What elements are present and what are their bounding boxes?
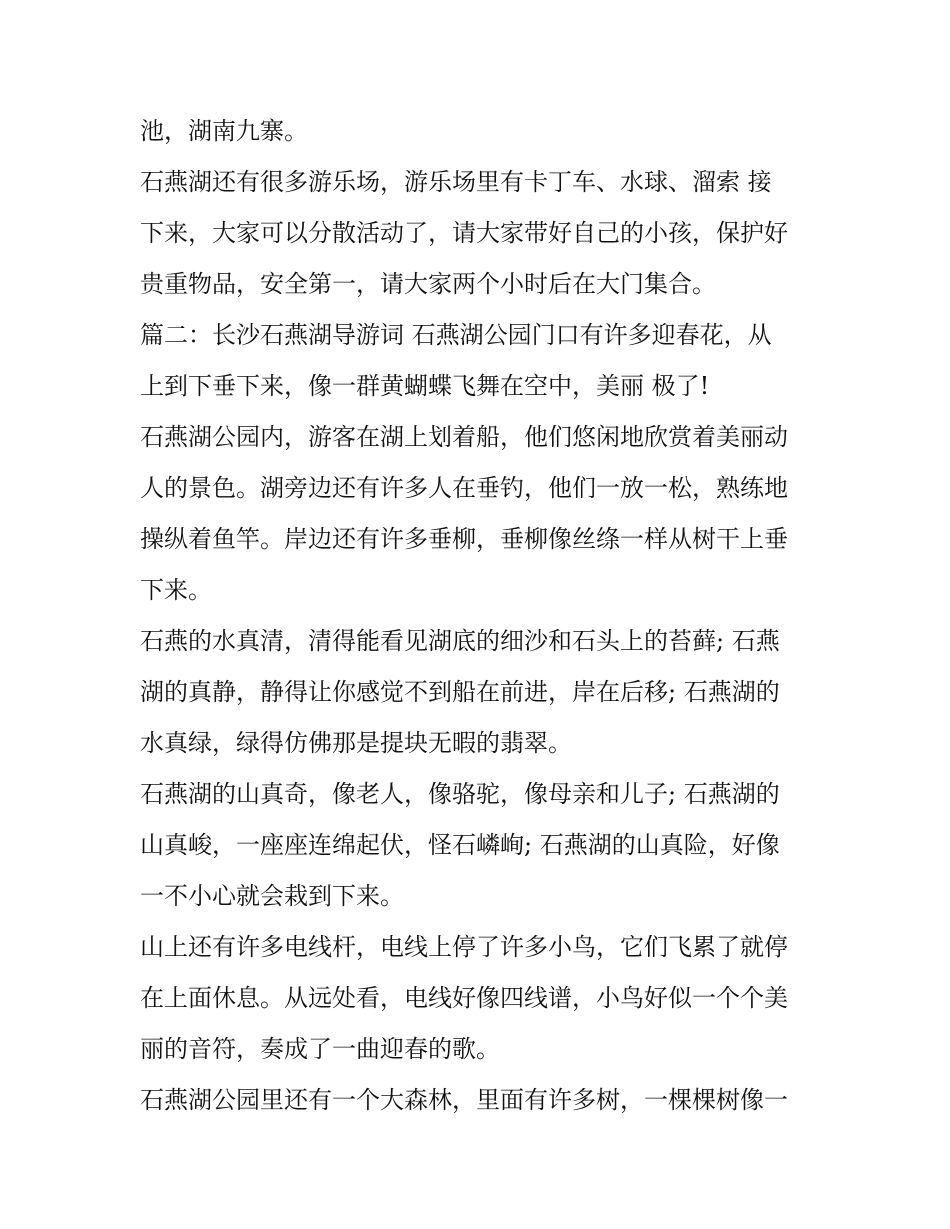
- text-line: 山真峻，一座座连绵起伏，怪石嶙峋; 石燕湖的山真险，好像: [140, 831, 780, 859]
- paragraph-8: [140, 1075, 812, 1126]
- paragraph-6: [140, 769, 812, 922]
- text-line: 贵重物品，安全第一，请大家两个小时后在大门集合。: [140, 270, 716, 298]
- text-line: 石燕湖还有很多游乐场，游乐场里有卡丁车、水球、溜索 接: [140, 168, 772, 196]
- paragraph-7: [140, 922, 812, 1075]
- text-line: 下来。: [140, 576, 212, 604]
- text-line: 石燕湖公园内，游客在湖上划着船，他们悠闲地欣赏着美丽动: [140, 423, 788, 451]
- paragraph-5: [140, 616, 812, 769]
- text-line: 丽的音符，奏成了一曲迎春的歌。: [140, 1035, 500, 1063]
- paragraph-2: [140, 157, 812, 310]
- text-line: 水真绿，绿得仿佛那是提块无暇的翡翠。: [140, 729, 572, 757]
- text-line: 操纵着鱼竿。岸边还有许多垂柳，垂柳像丝绦一样从树干上垂: [140, 525, 788, 553]
- text-line: 石燕的水真清，清得能看见湖底的细沙和石头上的苔藓; 石燕: [140, 627, 780, 655]
- document-body: [140, 106, 812, 1126]
- text-line: 篇二：长沙石燕湖导游词 石燕湖公园门口有许多迎春花，从: [140, 321, 772, 349]
- text-line: 池，湖南九寨。: [140, 117, 308, 145]
- text-line: 山上还有许多电线杆，电线上停了许多小鸟，它们飞累了就停: [140, 933, 788, 961]
- paragraph-4: [140, 412, 812, 616]
- paragraph-1: [140, 106, 812, 157]
- text-line: 石燕湖公园里还有一个大森林，里面有许多树，一棵棵树像一: [140, 1086, 788, 1114]
- text-line: 上到下垂下来，像一群黄蝴蝶飞舞在空中，美丽 极了!: [140, 372, 710, 400]
- text-line: 一不小心就会栽到下来。: [140, 882, 404, 910]
- text-line: 石燕湖的山真奇，像老人，像骆驼，像母亲和儿子; 石燕湖的: [140, 780, 780, 808]
- text-line: 在上面休息。从远处看，电线好像四线谱，小鸟好似一个个美: [140, 984, 788, 1012]
- text-line: 下来，大家可以分散活动了，请大家带好自己的小孩，保护好: [140, 219, 788, 247]
- text-line: 人的景色。湖旁边还有许多人在垂钓，他们一放一松，熟练地: [140, 474, 788, 502]
- paragraph-3: [140, 310, 812, 412]
- text-line: 湖的真静，静得让你感觉不到船在前进，岸在后移; 石燕湖的: [140, 678, 780, 706]
